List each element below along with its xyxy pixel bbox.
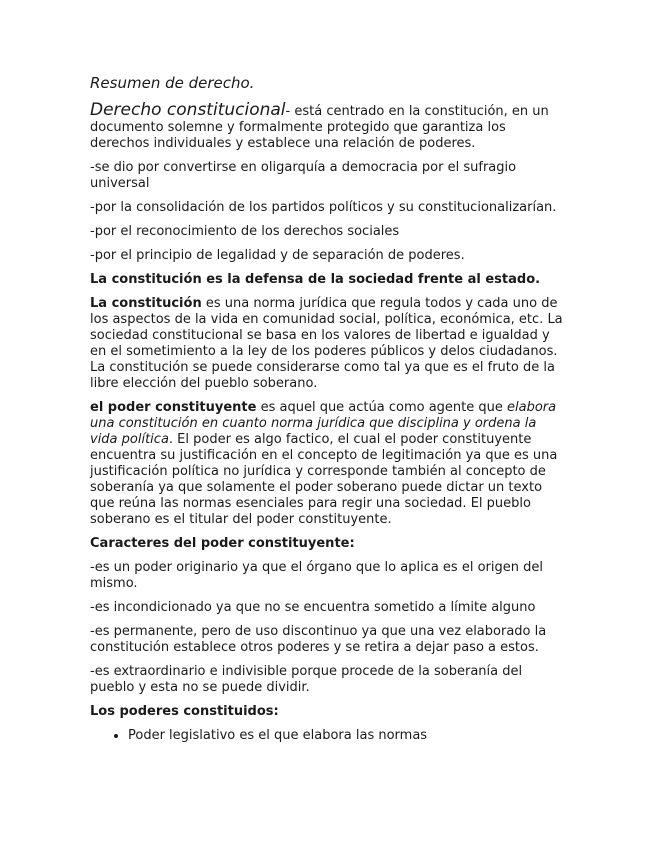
- point-item: -por el reconocimiento de los derechos sociales: [90, 224, 400, 239]
- section-heading: La constitución es la defensa de la sociedad frente al estado.: [90, 272, 541, 287]
- character-item: -es un poder originario ya que el órgano que lo aplica es el origen del mismo.: [90, 560, 543, 591]
- document-title: Resumen de derecho.: [90, 74, 255, 92]
- character-item: -es extraordinario e indivisible porque procede de la soberanía del pueblo y esta no se puede dividir.: [90, 664, 523, 695]
- character-item: -es permanente, pero de uso discontinuo ya que una vez elaborado la constitución establece otros poderes y se retira a dejar paso a estos.: [90, 624, 547, 655]
- paragraph-derecho-constitucional: [90, 102, 565, 152]
- paragraph-text: - está centrado en la constitución, en un documento solemne y formalmente protegido que garantiza los derechos individuales y establece una relación de poderes.: [90, 104, 549, 151]
- list-item: • Poder legislativo es el que elabora las normas: [128, 728, 565, 744]
- paragraph-text: es aquel que actúa como agente que: [256, 400, 508, 415]
- term-poder-constituyente: el poder constituyente: [90, 400, 257, 415]
- paragraph-poder-constituyente: [90, 400, 565, 528]
- section-heading: Los poderes constituidos:: [90, 704, 279, 719]
- paragraph-italic-text: elabora una constitución en cuanto norma jurídica que disciplina y ordena la vida política: [90, 400, 557, 447]
- point-item: -se dio por convertirse en oligarquía a democracia por el sufragio universal: [90, 160, 517, 191]
- point-item: -por la consolidación de los partidos políticos y su constitucionalizarían.: [90, 200, 557, 215]
- term-derecho-constitucional: Derecho constitucional: [90, 100, 286, 120]
- section-heading: Caracteres del poder constituyente:: [90, 536, 355, 551]
- character-item: -es incondicionado ya que no se encuentra sometido a límite alguno: [90, 600, 536, 615]
- bullet-list: [90, 728, 565, 744]
- paragraph-la-constitucion: [90, 296, 565, 392]
- point-item: -por el principio de legalidad y de separación de poderes.: [90, 248, 465, 263]
- paragraph-text: es una norma jurídica que regula todos y cada uno de los aspectos de la vida en comunidad social, política, económica, etc. La sociedad constitucional se basa en los valores de libertad e igualdad y en el sometimiento a la ley de los poderes públicos y delos ciudadanos. La constitución se puede considerarse como tal ya que es el fruto de la libre elección del pueblo soberano.: [90, 296, 563, 391]
- term-la-constitucion: La constitución: [90, 296, 202, 311]
- paragraph-text: . El poder es algo factico, el cual el poder constituyente encuentra su justificación en el concepto de legitimación ya que es una justificación política no jurídica y corresponde también al concepto de soberanía ya que solamente el poder soberano puede dictar un texto que reúna las normas esenciales para regir una sociedad. El pueblo soberano es el titular del poder constituyente.: [90, 432, 558, 527]
